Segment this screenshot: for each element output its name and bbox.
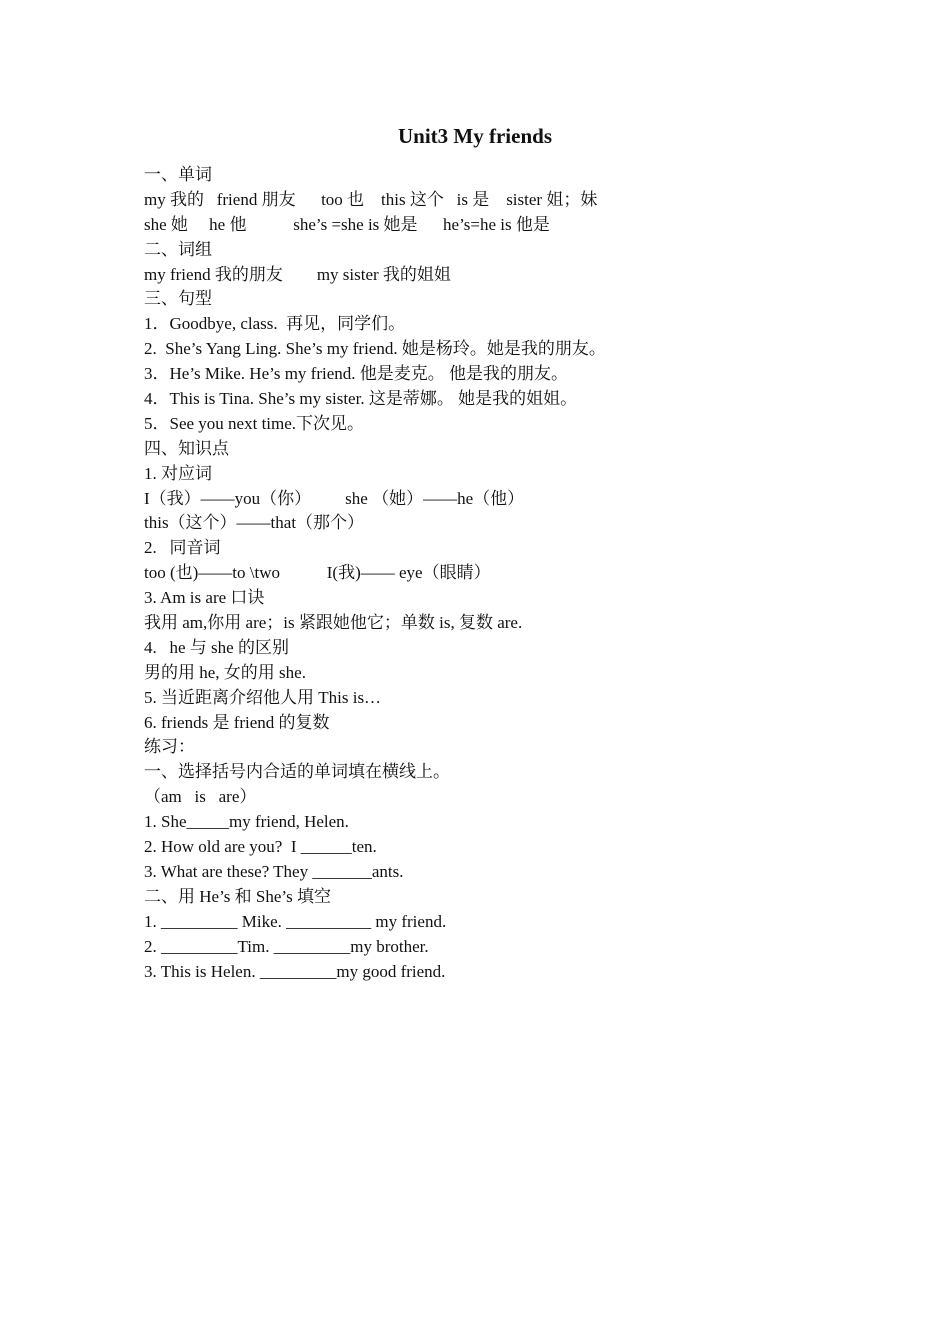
text-line: 5. 当近距离介绍他人用 This is…	[144, 687, 382, 707]
text-line: 练习：	[144, 737, 195, 757]
text-line: （am is are）	[144, 787, 257, 807]
text-line: 四、知识点	[144, 438, 229, 458]
page-title: Unit3 My friends	[398, 124, 552, 148]
text-line: 一、单词	[144, 165, 212, 184]
text-line: 我用 am,你用 are；is 紧跟她他它；单数 is, 复数 are.	[144, 613, 523, 633]
text-line: 6. friends 是 friend 的复数	[144, 712, 330, 732]
text-line: I（我）——you（你） she （她）——he（他）	[144, 488, 525, 508]
text-line: 2. How old are you? I ______ten.	[144, 837, 377, 857]
text-line: 1．Goodbye, class. 再见，同学们。	[144, 314, 406, 334]
text-line: 4. he 与 she 的区别	[144, 637, 289, 657]
text-line: 1. 对应词	[144, 463, 212, 483]
text-line: 3. What are these? They _______ants.	[144, 861, 404, 881]
text-line: this（这个）——that（那个）	[144, 513, 365, 533]
text-line: my 我的 friend 朋友 too 也 this 这个 is 是 sister 姐；妹	[144, 189, 598, 209]
text-line: my friend 我的朋友 my sister 我的姐姐	[144, 264, 451, 284]
document-body	[144, 163, 864, 984]
text-line: 二、词组	[144, 239, 212, 259]
text-line: 3. Am is are 口诀	[144, 588, 265, 608]
text-line: 3. This is Helen. _________my good friend.	[144, 961, 446, 981]
text-line: 2. She’s Yang Ling. She’s my friend. 她是杨玲。她是我的朋友。	[144, 339, 606, 359]
text-line: 1. She_____my friend, Helen.	[144, 812, 349, 832]
text-line: 3．He’s Mike. He’s my friend. 他是麦克。 他是我的朋友。	[144, 364, 569, 384]
text-line: she 她 he 他 she’s =she is 她是 he’s=he is 他是	[144, 214, 550, 234]
text-line: 5．See you next time.下次见。	[144, 413, 365, 433]
text-line: 2. 同音词	[144, 538, 221, 558]
text-line: 2. _________Tim. _________my brother.	[144, 936, 429, 956]
text-line: 三、句型	[144, 289, 212, 309]
text-line: 一、选择括号内合适的单词填在横线上。	[144, 762, 450, 782]
text-line: 男的用 he, 女的用 she.	[144, 662, 306, 682]
text-line: too (也)——to \two I(我)—— eye（眼睛）	[144, 563, 491, 583]
text-line: 4．This is Tina. She’s my sister. 这是蒂娜。 她是我的姐姐。	[144, 389, 578, 409]
text-line: 1. _________ Mike. __________ my friend.	[144, 911, 447, 931]
text-line: 二、用 He’s 和 She’s 填空	[144, 886, 331, 906]
